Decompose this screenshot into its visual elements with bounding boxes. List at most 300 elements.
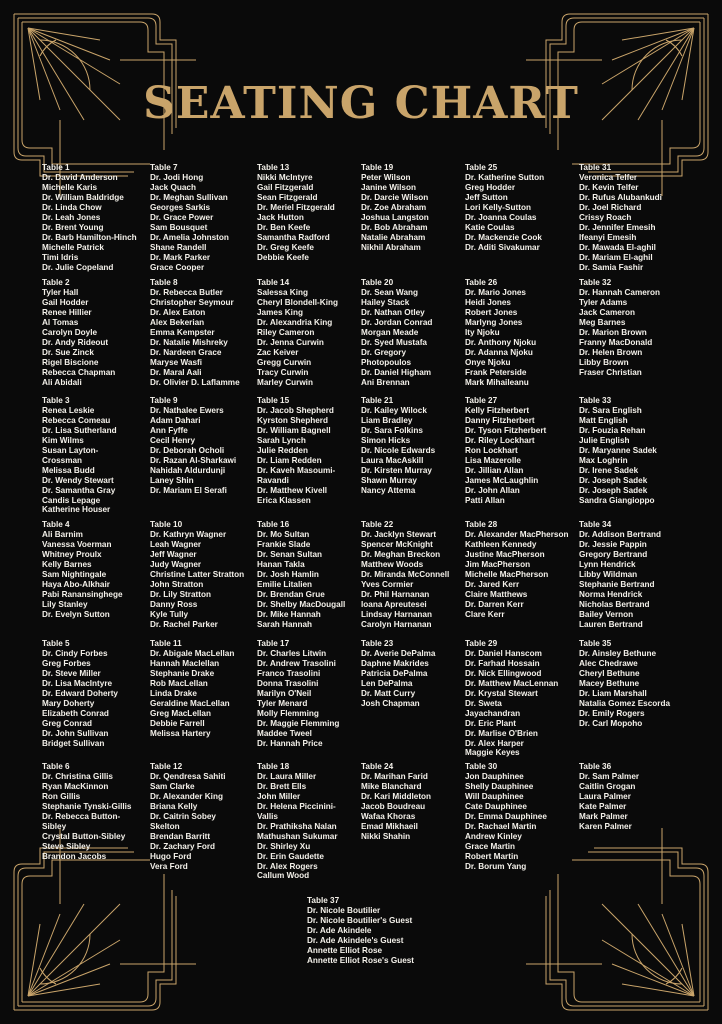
guest-name: Dr. Miranda McConnell	[361, 569, 450, 579]
guest-name: Christine Latter Stratton	[150, 569, 245, 579]
guest-name: Laura Palmer	[579, 791, 631, 801]
guest-name: Julie English	[579, 435, 630, 445]
guest-name: Max Loghrin	[579, 455, 628, 465]
guest-name: Dr. Steve Miller	[42, 668, 101, 678]
table-block	[361, 762, 479, 842]
guest-name: Dr. Gregory	[361, 347, 407, 357]
guest-name: Marlyng Jones	[465, 317, 523, 327]
guest-name: Dr. Sue Zinck	[42, 347, 94, 357]
guest-name: Kyle Tully	[150, 609, 189, 619]
guest-name: Dr. Natalie Mishreky	[150, 337, 228, 347]
table-block	[42, 278, 160, 387]
guest-name: Rigel Biscione	[42, 357, 99, 367]
guest-name: Whitney Proulx	[42, 549, 102, 559]
table-block	[361, 163, 479, 253]
guest-name: Greg Forbes	[42, 658, 91, 668]
table-block	[579, 396, 697, 505]
guest-name: Dr. Syed Mustafa	[361, 337, 427, 347]
guest-name: Caitlin Grogan	[579, 781, 636, 791]
table-block	[42, 762, 160, 862]
guest-name: Dr. Alex Harper	[465, 738, 524, 748]
guest-name: Dr. Samantha Gray	[42, 485, 116, 495]
table-label: Table 1	[42, 163, 70, 172]
guest-name: Dr. Mark Parker	[150, 252, 211, 262]
guest-name: Simon Hicks	[361, 435, 411, 445]
guest-name: Morgan Meade	[361, 327, 419, 337]
guest-name: Dr. Sean Wang	[361, 287, 419, 297]
table-block	[150, 163, 268, 272]
guest-name: Gregory Bertrand	[579, 549, 648, 559]
guest-name: Dr. Christina Gillis	[42, 771, 113, 781]
guest-name: Dr. Jillian Allan	[465, 465, 524, 475]
guest-name: Ani Brennan	[361, 377, 410, 387]
guest-name: Dr. Matthew MacLennan	[465, 678, 559, 688]
guest-name: Hugo Ford	[150, 851, 192, 861]
guest-name: Gail Hodder	[42, 297, 89, 307]
guest-name: Matthew Woods	[361, 559, 424, 569]
guest-name: Sarah Hannah	[257, 619, 313, 629]
guest-name: Dr. Meriel Fitzgerald	[257, 202, 335, 212]
guest-name: Lori Kelly-Sutton	[465, 202, 531, 212]
guest-name: Dr. Caitrin Sobey	[150, 811, 216, 821]
guest-name: Claire Matthews	[465, 589, 528, 599]
guest-name: Dr. Brendan Grue	[257, 589, 325, 599]
table-block	[150, 520, 268, 629]
guest-name: Katherine Houser	[42, 505, 111, 515]
guest-name: Dr. Meghan Sullivan	[150, 192, 228, 202]
guest-name: Maggie Keyes	[465, 748, 520, 758]
guest-name: Macey Bethune	[579, 678, 640, 688]
table-block	[257, 762, 375, 881]
guest-name: Clare Kerr	[465, 609, 505, 619]
guest-name: Dr. Jenna Curwin	[257, 337, 324, 347]
guest-name: Jayachandran	[465, 708, 521, 718]
table-label: Table 3	[42, 396, 70, 405]
table-block	[361, 396, 479, 496]
guest-name: Dr. Phil Harnanan	[361, 589, 430, 599]
guest-name: James McLaughlin	[465, 475, 539, 485]
guest-name: Ioana Apreutesei	[361, 599, 427, 609]
guest-name: Dr. Bob Abraham	[361, 222, 428, 232]
guest-name: Sarah Lynch	[257, 435, 306, 445]
guest-name: Dr. Nathan Otley	[361, 307, 425, 317]
guest-name: Wafaa Khoras	[361, 811, 416, 821]
table-block	[361, 520, 479, 629]
guest-name: Melissa Hartery	[150, 728, 211, 738]
table-label: Table 5	[42, 639, 70, 648]
guest-name: Linda Drake	[150, 688, 197, 698]
guest-name: Dr. Mackenzie Cook	[465, 232, 542, 242]
table-label: Table 31	[579, 163, 612, 172]
guest-name: Dr. Cindy Forbes	[42, 648, 108, 658]
guest-name: Sam Bousquet	[150, 222, 208, 232]
table-label: Table 34	[579, 520, 612, 529]
table-block	[579, 639, 697, 729]
guest-name: Dr. Samia Fashir	[579, 262, 644, 272]
guest-name: Natalia Gomez Escorda	[579, 698, 671, 708]
guest-name: Callum Wood	[257, 871, 310, 881]
guest-name: Dr. Katherine Sutton	[465, 172, 545, 182]
guest-name: Dr. Andrew Trasolini	[257, 658, 336, 668]
table-block	[361, 639, 479, 709]
guest-name: Brandon Jacobs	[42, 851, 107, 861]
guest-name: Heidi Jones	[465, 297, 511, 307]
guest-name: Jack Hutton	[257, 212, 304, 222]
guest-name: Dr. Alex Rogers	[257, 861, 318, 871]
guest-name: Josh Chapman	[361, 698, 420, 708]
guest-name: Will Dauphinee	[465, 791, 524, 801]
guest-name: Dr. Sam Palmer	[579, 771, 640, 781]
guest-name: Matt English	[579, 415, 628, 425]
guest-name: Dr. Helen Brown	[579, 347, 643, 357]
guest-name: Dr. Jared Kerr	[465, 579, 520, 589]
guest-name: Veronica Telfer	[579, 172, 638, 182]
guest-name: Salessa King	[257, 287, 308, 297]
guest-name: Dr. Zachary Ford	[150, 841, 216, 851]
guest-name: Marilyn O'Neil	[257, 688, 312, 698]
guest-name: Dr. Nicole Edwards	[361, 445, 436, 455]
guest-name: Cheryl Blondell-King	[257, 297, 338, 307]
guest-name: Dr. Daniel Higham	[361, 367, 432, 377]
guest-name: Molly Flemming	[257, 708, 319, 718]
guest-name: Janine Wilson	[361, 182, 416, 192]
guest-name: Nicholas Bertrand	[579, 599, 650, 609]
guest-name: Andrew Kinley	[465, 831, 522, 841]
guest-name: Stephanie Drake	[150, 668, 215, 678]
guest-name: Dr. Barb Hamilton-Hinch	[42, 232, 137, 242]
guest-name: Rebecca Comeau	[42, 415, 111, 425]
guest-name: Dr. Kaveh Masoumi-	[257, 465, 336, 475]
table-label: Table 28	[465, 520, 498, 529]
table-label: Table 37	[307, 896, 340, 905]
guest-name: Ravandi	[257, 475, 289, 485]
table-block	[42, 396, 160, 515]
guest-name: John Miller	[257, 791, 301, 801]
guest-name: Grace Martin	[465, 841, 516, 851]
table-block	[257, 163, 375, 263]
table-block	[150, 278, 268, 387]
guest-name: Mark Mihaileanu	[465, 377, 529, 387]
guest-name: Dr. Rufus Alubankudi	[579, 192, 662, 202]
guest-name: Dr. Nicole Boutilier's Guest	[307, 915, 413, 925]
guest-name: Dr. Maral Aali	[150, 367, 202, 377]
guest-name: Frankie Slade	[257, 539, 311, 549]
guest-name: Dr. Jennifer Emesih	[579, 222, 656, 232]
guest-name: Carolyn Harnanan	[361, 619, 432, 629]
guest-name: Tracy Curwin	[257, 367, 309, 377]
guest-name: Dr. Ade Akindele's Guest	[307, 935, 404, 945]
guest-name: Michelle MacPherson	[465, 569, 549, 579]
guest-name: Mathushan Sukumar	[257, 831, 338, 841]
guest-name: Onye Njoku	[465, 357, 511, 367]
table-block	[150, 762, 268, 871]
guest-name: Meg Barnes	[579, 317, 626, 327]
table-label: Table 17	[257, 639, 290, 648]
table-block	[465, 163, 583, 253]
guest-name: Erica Klassen	[257, 495, 311, 505]
guest-name: Patricia DePalma	[361, 668, 428, 678]
guest-name: Dr. Nardeen Grace	[150, 347, 222, 357]
guest-name: Shane Randell	[150, 242, 207, 252]
table-label: Table 30	[465, 762, 498, 771]
guest-name: Dr. Daniel Hanscom	[465, 648, 542, 658]
guest-name: Dr. Marlise O'Brien	[465, 728, 538, 738]
guest-name: Danny Fitzherbert	[465, 415, 535, 425]
guest-name: Maddee Tweel	[257, 728, 312, 738]
table-block	[257, 520, 375, 629]
guest-name: Dr. Linda Chow	[42, 202, 102, 212]
guest-name: Kathleen Kennedy	[465, 539, 537, 549]
guest-name: Kyrston Shepherd	[257, 415, 328, 425]
guest-name: Dr. Erin Gaudette	[257, 851, 324, 861]
guest-name: Brendan Barritt	[150, 831, 211, 841]
guest-name: Dr. Olivier D. Laflamme	[150, 377, 240, 387]
guest-name: Hailey Stack	[361, 297, 410, 307]
table-block	[579, 520, 697, 629]
table-label: Table 21	[361, 396, 394, 405]
guest-name: Crissy Roach	[579, 212, 632, 222]
guest-name: Vanessa Voerman	[42, 539, 112, 549]
table-label: Table 16	[257, 520, 290, 529]
guest-name: Dr. Brent Young	[42, 222, 104, 232]
table-block	[579, 163, 697, 272]
guest-name: Dr. William Bagnell	[257, 425, 331, 435]
guest-name: Dr. Farhad Hossain	[465, 658, 540, 668]
guest-name: Dr. Riley Lockhart	[465, 435, 535, 445]
guest-name: Dr. Zoe Abraham	[361, 202, 427, 212]
guest-name: Dr. Evelyn Sutton	[42, 609, 110, 619]
guest-name: Dr. Joanna Coulas	[465, 212, 537, 222]
guest-name: Dr. Leah Jones	[42, 212, 101, 222]
guest-name: Dr. Kevin Telfer	[579, 182, 639, 192]
guest-name: Renea Leskie	[42, 405, 95, 415]
guest-name: Dr. Anthony Njoku	[465, 337, 537, 347]
guest-name: Dr. Alexandria King	[257, 317, 333, 327]
table-label: Table 4	[42, 520, 70, 529]
guest-name: Kim Wilms	[42, 435, 84, 445]
guest-name: Dr. Jacklyn Stewart	[361, 529, 437, 539]
guest-name: Dr. Alexander King	[150, 791, 223, 801]
guest-name: Leah Wagner	[150, 539, 202, 549]
table-block	[465, 762, 583, 871]
guest-name: Dr. Rachael Martin	[465, 821, 537, 831]
guest-name: Joshua Langston	[361, 212, 429, 222]
table-label: Table 9	[150, 396, 178, 405]
guest-name: Grace Cooper	[150, 262, 205, 272]
guest-name: Susan Layton-	[42, 445, 99, 455]
guest-name: Georges Sarkis	[150, 202, 211, 212]
table-label: Table 29	[465, 639, 498, 648]
guest-name: Dr. Alex Eaton	[150, 307, 206, 317]
guest-name: Sean Fitzgerald	[257, 192, 318, 202]
guest-name: Dr. Matthew Kivell	[257, 485, 328, 495]
guest-name: Debbie Keefe	[257, 252, 309, 262]
guest-name: Dr. Eric Plant	[465, 718, 516, 728]
guest-name: Sam Nightingale	[42, 569, 107, 579]
guest-name: Dr. Mariam El-aghil	[579, 252, 653, 262]
guest-name: Dr. Qendresa Sahiti	[150, 771, 226, 781]
guest-name: Len DePalma	[361, 678, 413, 688]
guest-name: Greg MacLellan	[150, 708, 211, 718]
guest-name: Skelton	[150, 821, 180, 831]
guest-name: Mark Palmer	[579, 811, 628, 821]
guest-name: Dr. Wendy Stewart	[42, 475, 114, 485]
guest-name: Gregg Curwin	[257, 357, 312, 367]
table-label: Table 19	[361, 163, 394, 172]
guest-name: Dr. Edward Doherty	[42, 688, 118, 698]
guest-name: Dr. Greg Keefe	[257, 242, 314, 252]
guest-name: Nikhil Abraham	[361, 242, 421, 252]
table-label: Table 26	[465, 278, 498, 287]
guest-name: Tyler Adams	[579, 297, 628, 307]
guest-name: Dr. Irene Sadek	[579, 465, 639, 475]
guest-name: Dr. Julie Copeland	[42, 262, 114, 272]
guest-name: Dr. Nathalee Ewers	[150, 405, 224, 415]
guest-name: Hanan Takla	[257, 559, 305, 569]
guest-name: Annette Elliot Rose's Guest	[307, 955, 415, 965]
guest-name: Nahidah Aldurdunji	[150, 465, 226, 475]
guest-name: Spencer McKnight	[361, 539, 433, 549]
guest-name: Dr. Deborah Ocholi	[150, 445, 225, 455]
guest-name: Zac Keiver	[257, 347, 299, 357]
guest-name: Dr. Aditi Sivakumar	[465, 242, 540, 252]
guest-name: Christopher Seymour	[150, 297, 234, 307]
guest-name: Dr. Kathryn Wagner	[150, 529, 227, 539]
guest-name: Tyler Hall	[42, 287, 79, 297]
guest-name: John Stratton	[150, 579, 204, 589]
guest-name: Renee Hillier	[42, 307, 92, 317]
guest-name: Liam Bradley	[361, 415, 413, 425]
guest-name: Cecil Henry	[150, 435, 196, 445]
guest-name: Hannah Maclellan	[150, 658, 220, 668]
guest-name: Dr. Joseph Sadek	[579, 475, 648, 485]
guest-name: Kate Palmer	[579, 801, 627, 811]
guest-name: Dr. Kari Middleton	[361, 791, 432, 801]
guest-name: Dr. Rebecca Butler	[150, 287, 223, 297]
guest-name: Dr. Josh Hamlin	[257, 569, 319, 579]
guest-name: Dr. Ade Akindele	[307, 925, 372, 935]
guest-name: Libby Wildman	[579, 569, 638, 579]
guest-name: Ali Abidali	[42, 377, 82, 387]
guest-name: Dr. Marion Brown	[579, 327, 647, 337]
guest-name: Stephanie Bertrand	[579, 579, 655, 589]
guest-name: Tyler Menard	[257, 698, 308, 708]
guest-name: Norma Hendrick	[579, 589, 643, 599]
guest-name: Patti Allan	[465, 495, 505, 505]
guest-name: Dr. Joel Richard	[579, 202, 642, 212]
guest-name: Dr. William Baldridge	[42, 192, 124, 202]
guest-name: Dr. Emily Rogers	[579, 708, 645, 718]
guest-name: Dr. Krystal Stewart	[465, 688, 538, 698]
guest-name: Dr. Averie DePalma	[361, 648, 436, 658]
guest-name: Dr. Grace Power	[150, 212, 214, 222]
guest-name: Jack Quach	[150, 182, 196, 192]
guest-name: Dr. Nick Ellingwood	[465, 668, 542, 678]
guest-name: Samantha Radford	[257, 232, 330, 242]
guest-name: Vallis	[257, 811, 278, 821]
guest-name: Ali Barnim	[42, 529, 83, 539]
guest-name: Dr. Darcie Wilson	[361, 192, 429, 202]
guest-name: Dr. Marihan Farid	[361, 771, 428, 781]
guest-name: Dr. Shirley Xu	[257, 841, 311, 851]
table-label: Table 22	[361, 520, 394, 529]
table-label: Table 14	[257, 278, 290, 287]
guest-name: Franco Trasolini	[257, 668, 321, 678]
guest-name: Dr. Fouzia Rehan	[579, 425, 646, 435]
guest-name: Dr. Tyson Fitzherbert	[465, 425, 547, 435]
guest-name: Shawn Murray	[361, 475, 417, 485]
table-block	[257, 639, 375, 748]
guest-name: Dr. Hannah Price	[257, 738, 323, 748]
table-block	[257, 396, 375, 505]
guest-name: Ifeanyi Emesih	[579, 232, 637, 242]
guest-name: Steve Sibley	[42, 841, 91, 851]
guest-name: Peter Wilson	[361, 172, 411, 182]
guest-name: Dr. Mo Sultan	[257, 529, 310, 539]
guest-name: Jacob Boudreau	[361, 801, 426, 811]
guest-name: Dr. Alexander MacPherson	[465, 529, 569, 539]
guest-name: Dr. Abigale MacLellan	[150, 648, 235, 658]
table-block	[257, 278, 375, 387]
table-block	[42, 163, 160, 272]
table-label: Table 20	[361, 278, 394, 287]
table-label: Table 23	[361, 639, 394, 648]
guest-name: Greg Hodder	[465, 182, 516, 192]
guest-name: Dr. Maryanne Sadek	[579, 445, 657, 455]
guest-name: Yves Cormier	[361, 579, 414, 589]
table-label: Table 10	[150, 520, 183, 529]
table-label: Table 13	[257, 163, 290, 172]
guest-name: Dr. Borum Yang	[465, 861, 527, 871]
guest-name: Cheryl Bethune	[579, 668, 640, 678]
guest-name: Jeff Wagner	[150, 549, 197, 559]
guest-name: Gail Fitzgerald	[257, 182, 314, 192]
guest-name: Dr. Laura Miller	[257, 771, 317, 781]
guest-name: Lauren Bertrand	[579, 619, 643, 629]
guest-name: Sibley	[42, 821, 67, 831]
table-label: Table 36	[579, 762, 612, 771]
guest-name: Dr. Emma Dauphinee	[465, 811, 547, 821]
guest-name: Dr. Amelia Johnston	[150, 232, 229, 242]
table-block	[150, 396, 268, 496]
guest-name: Emad Mikhaeil	[361, 821, 418, 831]
guest-name: Dr. Lisa Sutherland	[42, 425, 117, 435]
table-block	[579, 762, 697, 832]
table-block	[42, 520, 160, 620]
guest-name: Bridget Sullivan	[42, 738, 105, 748]
table-label: Table 35	[579, 639, 612, 648]
table-label: Table 27	[465, 396, 498, 405]
guest-name: Adam Dahari	[150, 415, 201, 425]
guest-name: Photopoulos	[361, 357, 412, 367]
guest-name: Ann Fyffe	[150, 425, 188, 435]
guest-name: Robert Martin	[465, 851, 519, 861]
table-block	[579, 278, 697, 378]
table-label: Table 8	[150, 278, 178, 287]
guest-name: Carolyn Doyle	[42, 327, 98, 337]
guest-name: Danny Ross	[150, 599, 198, 609]
guest-name: Fraser Christian	[579, 367, 642, 377]
guest-name: Dr. Sweta	[465, 698, 502, 708]
guest-name: Emma Kempster	[150, 327, 215, 337]
guest-name: Ity Njoku	[465, 327, 500, 337]
guest-name: Geraldine MacLellan	[150, 698, 230, 708]
page-title: SEATING CHART	[143, 78, 579, 129]
guest-name: Dr. Carl Mopoho	[579, 718, 643, 728]
guest-name: Lisa Mazerolle	[465, 455, 521, 465]
guest-name: Dr. Adanna Njoku	[465, 347, 533, 357]
guest-name: Marley Curwin	[257, 377, 313, 387]
